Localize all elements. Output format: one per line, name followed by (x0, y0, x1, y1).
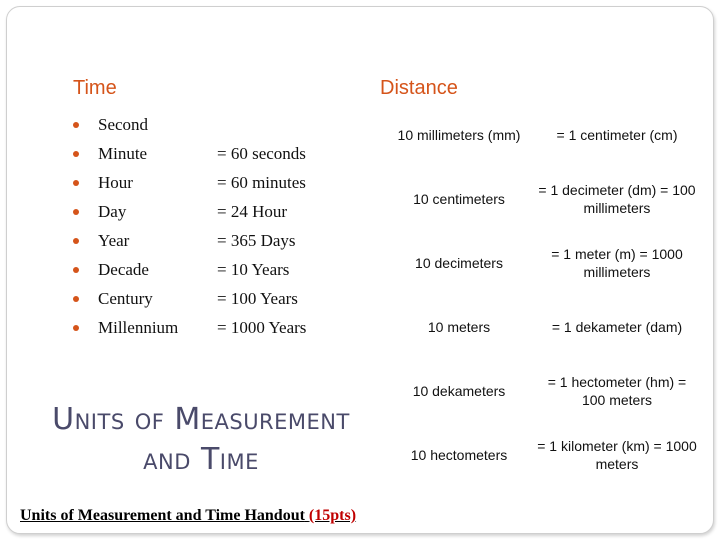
distance-row (387, 295, 707, 359)
bullet-icon (73, 151, 79, 157)
time-unit-value: = 60 seconds (217, 144, 306, 163)
bullet-icon (73, 267, 79, 273)
handout-points: (15pts) (308, 507, 357, 524)
time-unit-name: Second (98, 115, 149, 134)
distance-equivalent: = 1 kilometer (km) = 1000 meters (537, 438, 697, 472)
distance-quantity: 10 meters (427, 319, 491, 335)
time-unit-name: Hour (98, 173, 133, 192)
bullet-icon (73, 325, 79, 331)
time-unit-name: Decade (98, 260, 149, 279)
distance-quantity: 10 dekameters (412, 383, 506, 399)
distance-equivalent: = 1 decimeter (dm) = 100 millimeters (538, 182, 696, 216)
distance-quantity: 10 millimeters (mm) (397, 127, 521, 143)
handout-title: Units of Measurement and Time Handout (20, 507, 305, 524)
time-unit-value: = 100 Years (217, 289, 298, 308)
slide-title (24, 400, 378, 480)
bullet-icon (73, 122, 79, 128)
bullet-icon (73, 296, 79, 302)
distance-row (387, 359, 707, 423)
time-unit-name: Minute (98, 144, 148, 163)
time-unit-value: = 365 Days (217, 231, 296, 250)
time-unit-value: = 1000 Years (217, 318, 307, 337)
distance-row (387, 167, 707, 231)
time-unit-value: = 24 Hour (217, 202, 288, 221)
slide-title-line1: Units of Measurement (52, 402, 350, 437)
distance-quantity: 10 centimeters (413, 191, 505, 207)
time-unit-name: Century (98, 289, 153, 308)
distance-equivalent: = 1 hectometer (hm) = 100 meters (547, 374, 687, 408)
distance-heading: Distance (380, 77, 458, 99)
bullet-icon (73, 238, 79, 244)
distance-equivalent: = 1 centimeter (cm) (556, 127, 678, 143)
distance-equivalent: = 1 meter (m) = 1000 millimeters (551, 246, 683, 280)
time-unit-name: Day (98, 202, 127, 221)
time-unit-name: Year (98, 231, 130, 250)
time-unit-value: = 10 Years (217, 260, 290, 279)
handout-footer (20, 507, 356, 525)
distance-equivalent: = 1 dekameter (dam) (551, 319, 683, 335)
bullet-icon (73, 209, 79, 215)
distance-row (387, 103, 707, 167)
distance-quantity: 10 hectometers (410, 447, 508, 463)
time-heading: Time (73, 77, 117, 99)
distance-row (387, 423, 707, 487)
distance-row (387, 231, 707, 295)
time-unit-name: Millennium (98, 318, 179, 337)
slide-title-line2: and Time (143, 442, 259, 477)
bullet-icon (73, 180, 79, 186)
time-unit-value: = 60 minutes (217, 173, 306, 192)
distance-quantity: 10 decimeters (415, 255, 503, 271)
